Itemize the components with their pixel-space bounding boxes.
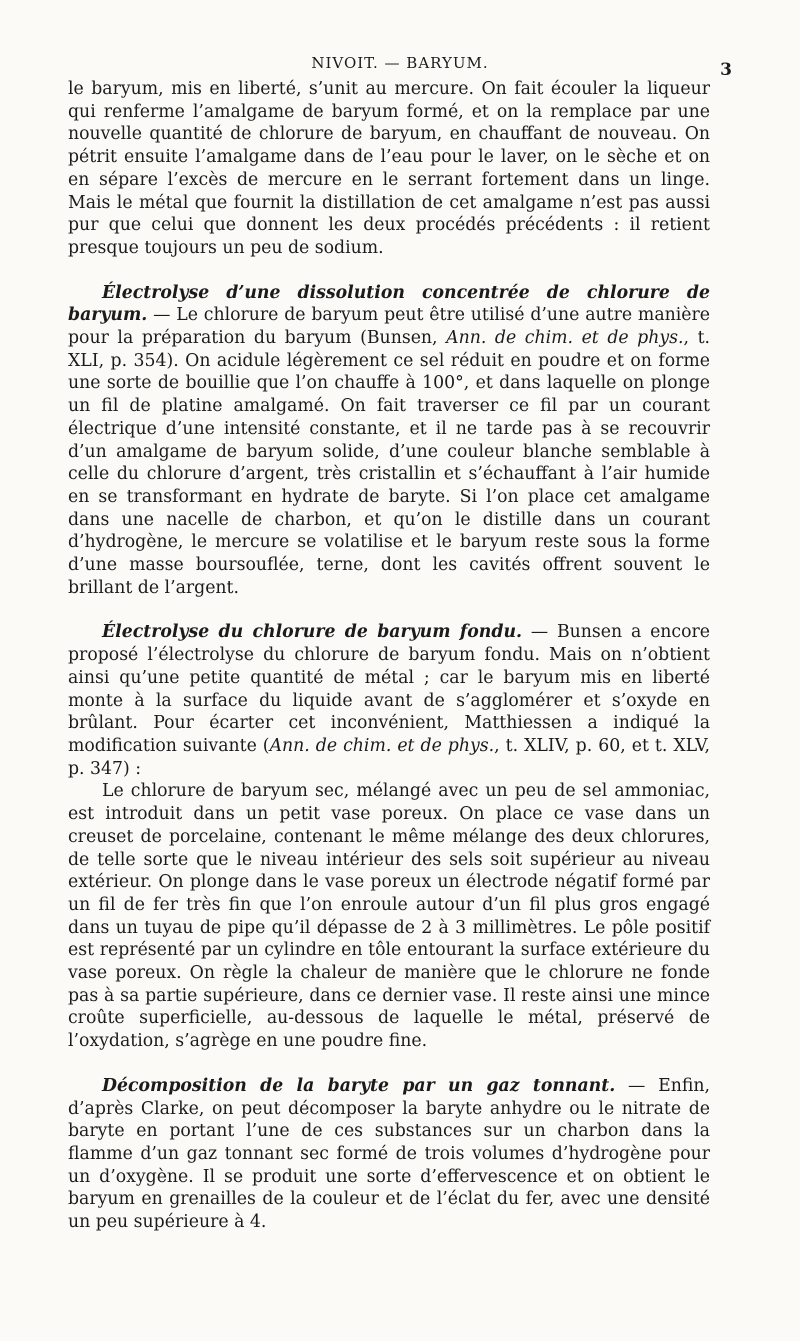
paragraph-text: , t. XLI, p. 354). On acidule légèrement ce sel réduit en poudre et on forme une sorte de bouillie que l’on chauffe à 100°, et dans laquelle on plonge un fil de platine amalgamé. On fait traverser ce fil par un courant électrique d’une intensité constante, et il ne tarde pas à se recouvrir d’un amalgame de baryum solide, d’une couleur blanche semblable à celle du chlorure d’argent, très cristallin et s’échauffant à l’air humide en se transformant en hydrate de baryte. Si l’on place cet amalgame dans une nacelle de charbon, et qu’on le distille dans un courant d’hydrogène, le mercure se volatilise et le baryum reste sous la forme d’une masse boursouflée, terne, dont les cavités offrent souvent le brillant de l’argent.: [68, 328, 711, 598]
paragraph-text: — Le chlorure de baryum peut être utilisé d’une autre manière pour la préparation du baryum (Bunsen,: [68, 305, 710, 349]
paragraph-decomposition-baryte: [68, 1075, 710, 1234]
paragraph-continuation: le baryum, mis en liberté, s’unit au mercure. On fait écouler la liqueur qui renferme l’amalgame de baryum formé, et on la remplace par une nouvelle quantité de chlorure de baryum, en chauffant de nouveau. On pétrit ensuite l’amalgame dans de l’eau pour le laver, on le sèche et on en sépare l’excès de mercure en le serrant fortement dans un linge. Mais le métal que fournit la distillation de cet amalgame n’est pas aussi pur que celui que donnent les deux procédés précédents : il retient presque toujours un peu de sodium.: [68, 79, 710, 258]
paragraph-matthiessen-procedure: Le chlorure de baryum sec, mélangé avec un peu de sel ammoniac, est introduit dans un petit vase poreux. On place ce vase dans un creuset de porcelaine, contenant le même mélange des deux chlorures, de telle sorte que le niveau intérieur des sels soit supérieur au niveau extérieur. On plonge dans le vase poreux un électrode négatif formé par un fil de fer très fin que l’on enroule autour d’un fil plus gros engagé dans un tuyau de pipe qu’il dépasse de 2 à 3 millimètres. Le pôle positif est représenté par un cylindre en tôle entourant la surface extérieure du vase poreux. On règle la chaleur de manière que le chlorure ne fonde pas à sa partie supérieure, dans ce dernier vase. Il reste ainsi une mince croûte superficielle, au-dessous de laquelle le métal, préservé de l’oxydation, s’agrège en une poudre fine.: [68, 781, 710, 1052]
section-heading: Électrolyse d’une dissolution concentrée de chlorure de baryum.: [68, 282, 710, 326]
page-body: [68, 78, 710, 1234]
paragraph-electrolyse-fondu: [68, 621, 710, 780]
section-heading: Décomposition de la baryte par un gaz tonnant.: [102, 1075, 616, 1096]
paragraph-electrolyse-dissolution: [68, 282, 710, 600]
citation: Ann. de chim. et de phys.: [446, 328, 684, 349]
paragraph-text: — Bunsen a encore proposé l’électrolyse du chlorure de baryum fondu. Mais on n’obtient ainsi qu’une petite quantité de métal ; car le baryum mis en liberté monte à la surface du liquide avant de s’agglomérer et s’oxyde en brûlant. Pour écarter cet inconvénient, Matthiessen a indiqué la modification suivante (: [68, 622, 711, 756]
running-head: NIVOIT. — BARYUM.: [311, 54, 489, 72]
paragraph-text: — Enfin, d’après Clarke, on peut décomposer la baryte anhydre ou le nitrate de baryte en portant l’une de ces substances sur un charbon dans la flamme d’un gaz tonnant sec formé de trois volumes d’hydrogène pour un d’oxygène. Il se produit une sorte d’effervescence et on obtient le baryum en grenailles de la couleur et de l’éclat du fer, avec une densité un peu supérieure à 4.: [68, 1075, 710, 1233]
page-number: 3: [720, 60, 732, 80]
section-heading: Électrolyse du chlorure de baryum fondu.: [102, 622, 523, 643]
paragraph-text: , t. XLIV, p. 60, et t. XLV, p. 347) :: [68, 735, 711, 779]
citation: Ann. de chim. et de phys.: [269, 735, 495, 756]
